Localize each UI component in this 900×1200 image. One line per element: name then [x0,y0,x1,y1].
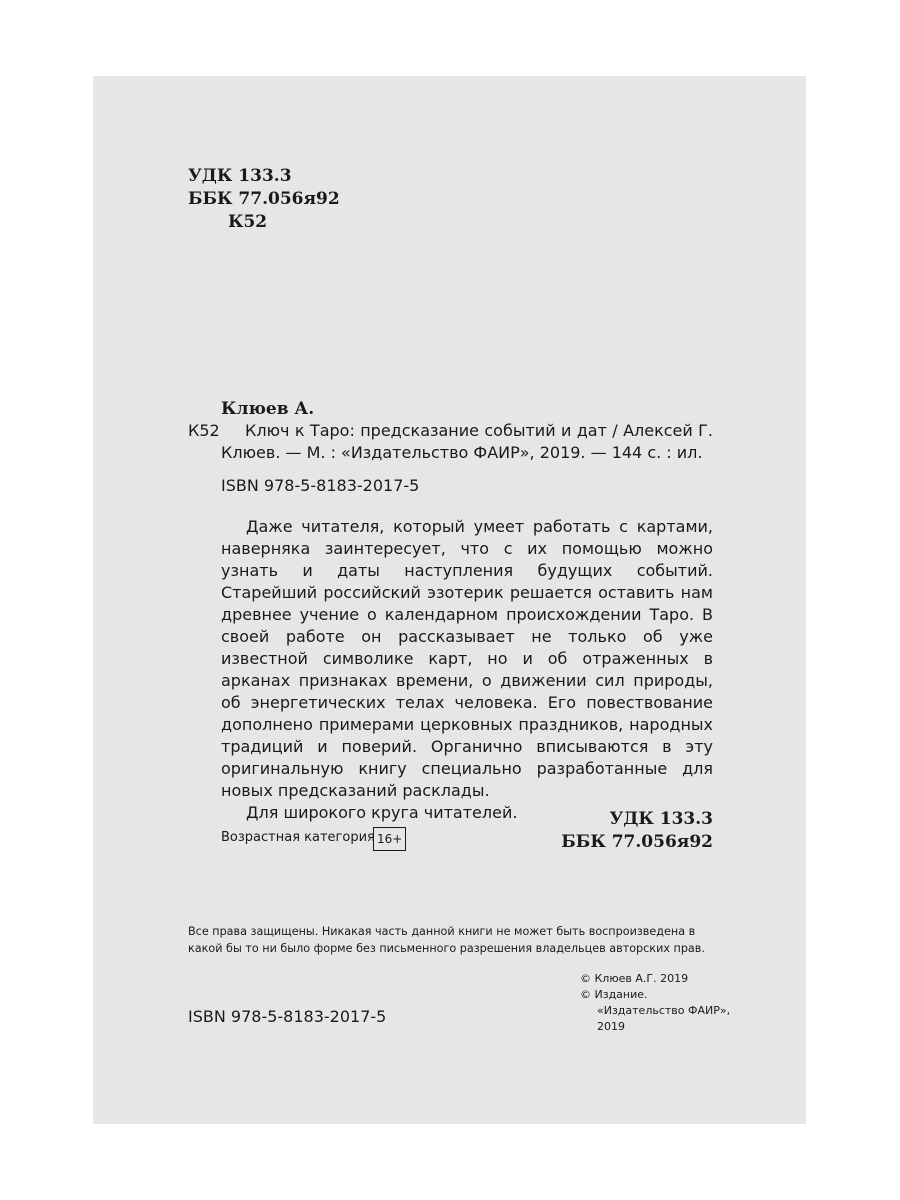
copyright-edition: © Издание. [580,988,648,1001]
bbk-header: ББК 77.056я92 [188,189,340,209]
annotation-paragraph: Даже читателя, который умеет работать с картами, наверняка заинтересует, что с их помощью можно узнать и даты наступления будущих событий. Старейший российский эзотерик решается оставить нам древнее учение о календарном происхождении Таро. В своей работе он рассказывает не только об уже известной символике карт, но и об отраженных в арканах признаках времени, о движении сил природы, об энергетических телах человека. Его повествование дополнено примерами церковных праздников, народных традиций и поверий. Органично вписываются в эту оригинальную книгу специально разработанные для новых предсказаний расклады. [221,517,713,800]
author-mark-header: К52 [228,212,268,232]
bbk-classification: ББК 77.056я92 [561,832,713,852]
annotation-audience: Для широкого круга читателей. [246,803,518,822]
copyright-author: © Клюев А.Г. 2019 [580,972,689,985]
udk-classification: УДК 133.3 [609,809,713,829]
age-category-label: Возрастная категория [221,830,375,845]
copyright-year: 2019 [597,1020,625,1033]
copyright-publisher: «Издательство ФАИР», [597,1004,731,1017]
isbn-footer: ISBN 978-5-8183-2017-5 [188,1007,387,1026]
udk-header: УДК 133.3 [188,166,292,186]
bibliographic-description: Ключ к Таро: предсказание событий и дат / Алексей Г. Клюев. — М. : «Издательство ФАИР», 2019. — 144 с. : ил. [221,421,713,462]
rights-notice: Все права защищены. Никакая часть данной книги не может быть воспроизведена в какой бы то ни было форме без письменного разрешения владельцев авторских прав. [188,925,705,955]
age-rating-badge: 16+ [373,827,406,851]
author-heading: Клюев А. [221,399,315,419]
isbn-record: ISBN 978-5-8183-2017-5 [221,476,420,495]
annotation [221,516,713,824]
author-mark: К52 [188,421,220,440]
